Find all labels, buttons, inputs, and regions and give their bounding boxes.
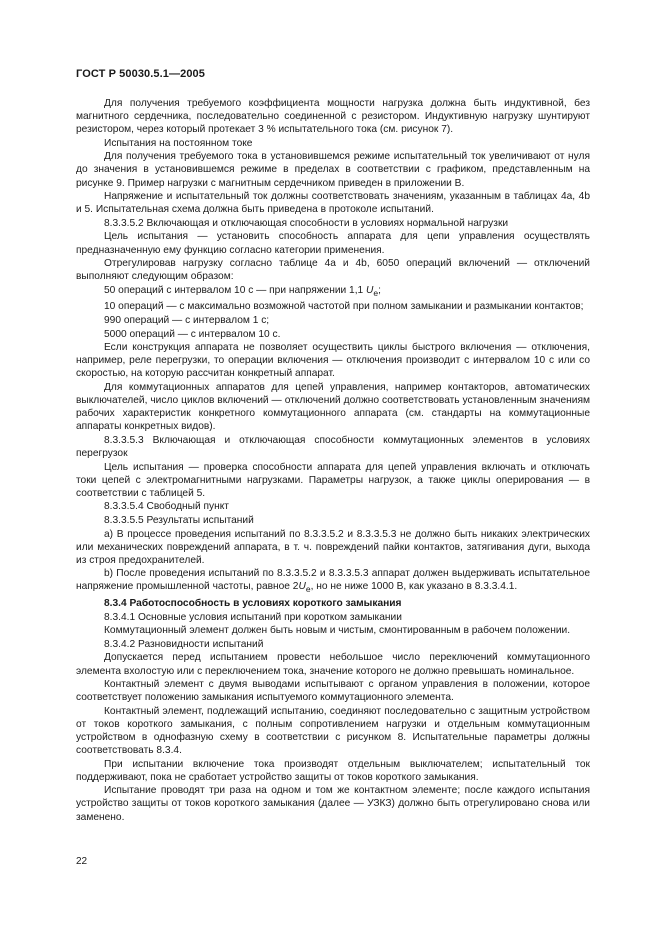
section-heading: 8.3.3.5.4 Свободный пункт xyxy=(104,501,229,513)
ue-subscript: e xyxy=(305,584,311,595)
paragraph: Контактный элемент, подлежащий испытанию, соединяют последовательно с защитным устройством от токов короткого замыкания, с полным сопротивлением нагрузки и отдельным коммутационным устройством в однофазную схему в соответствии с рисунком 8. Испытательные параметры должны соответствовать 8.3.4. xyxy=(76,705,590,757)
ue-subscript: e xyxy=(373,287,379,298)
list-item: 10 операций — с максимально возможной частотой при полном замыкании и размыкании контактов; xyxy=(104,301,584,313)
paragraph: Если конструкция аппарата не позволяет осуществить циклы быстрого включения — отключения, например, реле перегрузки, то операции включения — отключения производит с интервалом 10 с или со скоростью, на которую рассчитан конкретный аппарат. xyxy=(76,342,590,380)
paragraph: Коммутационный элемент должен быть новым и чистым, смонтированным в рабочем положении. xyxy=(104,625,571,637)
list-item xyxy=(76,284,590,300)
list-item-end: , но не ниже 1000 В, как указано в 8.3.3.4.1. xyxy=(310,581,518,593)
paragraph: Цель испытания — установить способность аппарата для цепи управления осуществлять предназначенную ему функцию согласно категории применения. xyxy=(76,231,590,256)
document-header: ГОСТ Р 50030.5.1—2005 xyxy=(76,68,205,80)
list-item-text: 50 операций с интервалом 10 с — при напряжении 1,1 xyxy=(104,284,367,296)
paragraph: Отрегулировав нагрузку согласно таблице 4а и 4b, 6050 операций включений — отключений выполняют следующим образом: xyxy=(76,258,590,283)
page-number: 22 xyxy=(76,856,88,867)
section-heading: 8.3.3.5.5 Результаты испытаний xyxy=(104,514,254,526)
list-item-text: b) После проведения испытаний по 8.3.3.5.2 и 8.3.3.5.3 аппарат должен выдерживать испытательное напряжение промышленной частоты, равное 2 xyxy=(76,568,590,593)
list-item: 990 операций — с интервалом 1 с; xyxy=(104,315,270,327)
paragraph: При испытании включение тока производят отдельным выключателем; испытательный ток поддерживают, пока не сработает устройство защиты от токов короткого замыкания. xyxy=(76,758,590,783)
paragraph: Напряжение и испытательный ток должны соответствовать значениям, указанным в таблицах 4а, 4b и 5. Испытательная схема должна быть приведена в протоколе испытаний. xyxy=(76,191,590,216)
paragraph: Для коммутационных аппаратов для цепей управления, например контакторов, автоматических выключателей, число циклов включений — отключений должно соответствовать установленным значениям рабочих характеристик конкретного коммутационного аппарата (см. стандарты на коммутационные аппараты конкретных видов). xyxy=(76,382,590,433)
section-heading: 8.3.3.5.2 Включающая и отключающая способности в условиях нормальной нагрузки xyxy=(104,217,509,229)
paragraph: Испытание проводят три раза на одном и том же контактном элементе; после каждого испытания устройство защиты от токов короткого замыкания (далее — УЗКЗ) должно быть отрегулировано снова или заменено. xyxy=(76,785,590,823)
ue-symbol: U xyxy=(366,284,374,296)
paragraph: Для получения требуемого коэффициента мощности нагрузка должна быть индуктивной, без магнитного сердечника, последовательно соединенной с резистором. Индуктивную нагрузку шунтируют резистором, через который протекает 3 % испытательного тока (см. рисунок 7). xyxy=(76,98,590,136)
section-heading: 8.3.4.1 Основные условия испытаний при коротком замыкании xyxy=(104,611,402,623)
list-item xyxy=(76,567,590,596)
paragraph: Допускается перед испытанием провести небольшое число переключений коммутационного элемента вхолостую или с переключением тока, значение которого не должно превышать номинальное. xyxy=(76,652,590,677)
list-item: а) В процессе проведения испытаний по 8.3.3.5.2 и 8.3.3.5.3 не должно быть никаких электрических или механических повреждений аппарата, в т. ч. повреждений пайки контактов, затягивания дуги, выхода из строя предохранителей. xyxy=(76,528,590,566)
list-item: 5000 операций — с интервалом 10 с. xyxy=(104,328,281,340)
list-item-end: ; xyxy=(378,284,381,296)
ue-symbol: U xyxy=(298,581,306,593)
paragraph: Контактный элемент с двумя выводами испытывают с органом управления в положении, которое соответствует положению замыкания испытуемого коммутационного элемента. xyxy=(76,679,590,704)
document-body xyxy=(76,97,590,824)
paragraph: Испытания на постоянном токе xyxy=(104,137,253,149)
section-heading: 8.3.4.2 Разновидности испытаний xyxy=(104,638,264,650)
paragraph: Для получения требуемого тока в установившемся режиме испытательный ток увеличивают от нуля до значения в установившемся режиме в пределах в соответствии с графиком, представленным на рисунке 9. Пример нагрузки с магнитным сердечником приведен в приложении В. xyxy=(76,151,590,189)
section-heading-bold: 8.3.4 Работоспособность в условиях короткого замыкания xyxy=(104,598,402,610)
section-heading: 8.3.3.5.3 Включающая и отключающая способности коммутационных элементов в условиях перегрузок xyxy=(76,434,590,459)
paragraph: Цель испытания — проверка способности аппарата для цепей управления включать и отключать токи цепей с электромагнитными нагрузками. Параметры нагрузок, а также циклы оперирования — в соответствии с таблицей 5. xyxy=(76,461,590,499)
